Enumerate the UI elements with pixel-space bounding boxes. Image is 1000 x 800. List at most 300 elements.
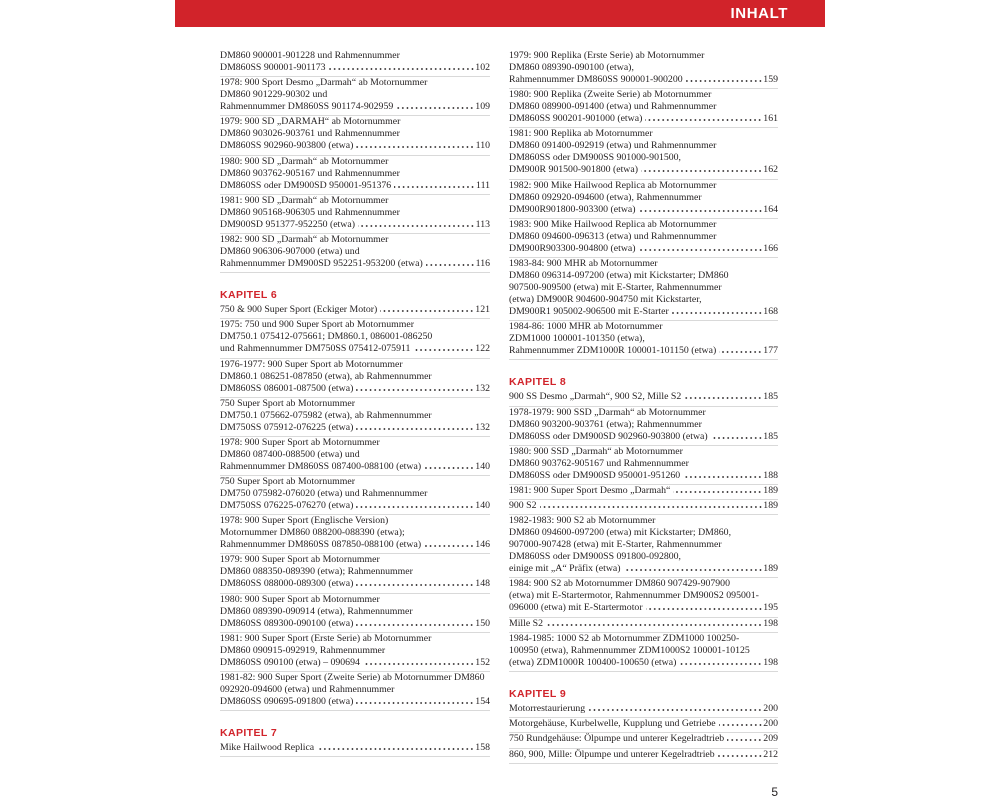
entry-line <box>220 449 490 461</box>
entry-line <box>220 180 490 192</box>
entry-line <box>509 419 778 431</box>
entry-line <box>220 331 490 343</box>
chapter-heading: KAPITEL 6 <box>220 288 278 301</box>
entry-text: 750 & 900 Super Sport (Eckiger Motor) <box>220 304 378 316</box>
dot-leader <box>639 210 763 212</box>
entry-text: 1980: 900 Super Sport ab Motornummer <box>220 593 380 605</box>
toc-entry <box>509 633 778 672</box>
entry-text: DM750.1 075412-075661; DM860.1, 086001-086250 <box>220 331 433 343</box>
dot-leader <box>719 724 763 726</box>
entry-line <box>220 219 490 231</box>
entry-text: DM860SS 086001-087500 (etwa) <box>220 382 354 394</box>
entry-line <box>509 89 778 101</box>
entry-line <box>509 485 778 497</box>
entry-line <box>220 422 490 434</box>
entry-line <box>220 594 490 606</box>
entry-line <box>509 551 778 563</box>
entry-text: DM860 088350-089390 (etwa); Rahmennummer <box>220 566 413 578</box>
toc-entry <box>220 437 490 476</box>
entry-text: 1979: 900 SD „DARMAH“ ab Motornummer <box>220 116 401 128</box>
entry-text: DM900R901800-903300 (etwa) <box>509 203 636 215</box>
dot-leader <box>672 312 763 314</box>
page-number: 5 <box>771 785 778 799</box>
entry-text: DM860SS 090100 (etwa) – 090694 <box>220 656 360 668</box>
entry-text: 907000-907428 (etwa) mit E-Starter, Rahmennummer <box>509 539 722 551</box>
dot-leader <box>686 80 763 82</box>
dot-leader <box>711 437 763 439</box>
toc-entry <box>509 128 778 179</box>
entry-page-number: 188 <box>763 469 778 481</box>
toc-entry <box>220 398 490 437</box>
entry-line <box>509 590 778 602</box>
entry-line <box>509 243 778 255</box>
dot-leader <box>329 68 475 70</box>
entry-text: 1978: 900 Super Sport ab Motornummer <box>220 436 380 448</box>
entry-text: DM860 903762-905167 und Rahmennummer <box>509 457 689 469</box>
entry-page-number: 140 <box>475 460 490 472</box>
entry-text: DM860 903026-903761 und Rahmennummer <box>220 128 400 140</box>
entry-line <box>220 672 490 684</box>
entry-line <box>509 391 778 403</box>
entry-text: und Rahmennummer DM750SS 075412-075911 <box>220 343 411 355</box>
dot-leader <box>646 608 763 610</box>
entry-text: DM860 903762-905167 und Rahmennummer <box>220 167 400 179</box>
entry-line <box>220 62 490 74</box>
entry-line <box>220 696 490 708</box>
toc-entry <box>509 500 778 515</box>
entry-text: 1984: 900 S2 ab Motornummer DM860 907429-907900 <box>509 578 730 590</box>
entry-line <box>509 345 778 357</box>
dot-leader <box>641 170 762 172</box>
dot-leader <box>394 186 475 188</box>
entry-page-number: 162 <box>763 164 778 176</box>
entry-line <box>220 606 490 618</box>
entry-page-number: 185 <box>763 430 778 442</box>
entry-page-number: 132 <box>475 421 490 433</box>
entry-text: DM860 092920-094600 (etwa), Rahmennummer <box>509 191 702 203</box>
dot-leader <box>356 584 474 586</box>
entry-text: DM860 096314-097200 (etwa) mit Kickstarter; DM860 <box>509 269 729 281</box>
entry-line <box>220 359 490 371</box>
entry-text: DM750.1 075662-075982 (etwa), ab Rahmennummer <box>220 409 432 421</box>
entry-line <box>509 578 778 590</box>
entry-text: DM860 089900-091400 (etwa) und Rahmennummer <box>509 101 717 113</box>
entry-text: DM860 089390-090100 (etwa), <box>509 62 634 73</box>
dot-leader <box>645 119 762 121</box>
toc-entry <box>220 515 490 554</box>
toc-entry <box>220 319 490 358</box>
dot-leader <box>546 624 762 626</box>
dot-leader <box>540 506 763 508</box>
entry-text: 1981: 900 Super Sport Desmo „Darmah“ <box>509 484 671 496</box>
entry-line <box>220 437 490 449</box>
entry-line <box>220 684 490 696</box>
entry-line <box>509 657 778 669</box>
entry-text: 1981: 900 Super Sport (Erste Serie) ab Motornummer <box>220 632 432 644</box>
dot-leader <box>356 389 474 391</box>
entry-line <box>509 407 778 419</box>
entry-text: DM860 091400-092919 (etwa) und Rahmennummer <box>509 140 717 152</box>
entry-text: 1979: 900 Super Sport ab Motornummer <box>220 554 380 566</box>
toc-entry <box>509 515 778 578</box>
toc-entry <box>509 446 778 485</box>
toc-entry <box>220 195 490 234</box>
entry-text: 1978: 900 Super Sport (Englische Version) <box>220 515 389 527</box>
dot-leader <box>679 663 762 665</box>
chapter-heading: KAPITEL 9 <box>509 687 567 700</box>
toc-entry <box>509 391 778 406</box>
entry-text: Motorgehäuse, Kurbelwelle, Kupplung und Getriebe <box>509 718 716 730</box>
entry-line <box>509 101 778 113</box>
entry-text: 100950 (etwa), Rahmennummer ZDM1000S2 100001-10125 <box>509 644 750 656</box>
entry-text: 1978-1979: 900 SSD „Darmah“ ab Motornummer <box>509 406 706 418</box>
entry-line <box>220 578 490 590</box>
entry-line <box>509 703 778 715</box>
entry-text: DM860SS 900201-901000 (etwa) <box>509 113 643 125</box>
entry-text: 1979: 900 Replika (Erste Serie) ab Motornummer <box>509 50 705 61</box>
entry-line <box>509 164 778 176</box>
entry-text: DM860SS 900001-901173 <box>220 62 326 73</box>
entry-line <box>509 270 778 282</box>
entry-text: Motorrestaurierung <box>509 703 586 714</box>
dot-leader <box>426 264 475 266</box>
entry-line <box>220 89 490 101</box>
entry-line <box>220 554 490 566</box>
entry-line <box>220 645 490 657</box>
dot-leader <box>363 663 474 665</box>
entry-line <box>509 282 778 294</box>
toc-entry <box>220 234 490 273</box>
entry-page-number: 212 <box>763 748 778 760</box>
entry-line <box>509 113 778 125</box>
entry-text: (etwa) mit E-Startermotor, Rahmennummer DM900S2 095001- <box>509 590 759 602</box>
entry-line <box>220 371 490 383</box>
dot-leader <box>356 428 474 430</box>
toc-entry <box>509 407 778 446</box>
entry-page-number: 152 <box>475 656 490 668</box>
toc-entry <box>220 359 490 398</box>
entry-line <box>509 527 778 539</box>
entry-page-number: 164 <box>763 203 778 215</box>
entry-line <box>220 207 490 219</box>
chapter-heading: KAPITEL 7 <box>220 726 278 739</box>
entry-text: (etwa) DM900R 904600-904750 mit Kickstarter, <box>509 293 702 305</box>
entry-line <box>509 539 778 551</box>
toc-entry <box>509 50 778 89</box>
entry-text: DM750SS 076225-076270 (etwa) <box>220 500 354 512</box>
toc-entry <box>220 672 490 711</box>
toc-entry <box>509 733 778 748</box>
entry-line <box>220 258 490 270</box>
entry-page-number: 159 <box>763 74 778 85</box>
entry-page-number: 113 <box>475 218 490 230</box>
entry-page-number: 189 <box>763 484 778 496</box>
entry-text: DM900SD 951377-952250 (etwa) <box>220 218 355 230</box>
entry-text: DM860SS oder DM900SD 950001-951376 <box>220 179 392 191</box>
entry-line <box>509 294 778 306</box>
entry-text: 1984-1985: 1000 S2 ab Motornummer ZDM1000 100250- <box>509 632 740 644</box>
entry-line <box>220 461 490 473</box>
entry-text: 900 SS Desmo „Darmah“, 900 S2, Mille S2 <box>509 391 682 403</box>
toc-column-right <box>509 50 778 764</box>
entry-page-number: 189 <box>763 500 778 512</box>
entry-line <box>220 246 490 258</box>
entry-page-number: 121 <box>475 304 490 316</box>
entry-line <box>509 258 778 270</box>
entry-text: DM860SS 089300-090100 (etwa) <box>220 617 354 629</box>
entry-line <box>509 633 778 645</box>
dot-leader <box>396 107 474 109</box>
toc-entry <box>509 618 778 633</box>
entry-text: DM860SS 090695-091800 (etwa) <box>220 696 354 707</box>
entry-line <box>509 204 778 216</box>
entry-text: Rahmennummer DM860SS 900001-900200 <box>509 74 683 85</box>
entry-line <box>509 446 778 458</box>
entry-page-number: 158 <box>475 742 490 754</box>
entry-text: Mille S2 <box>509 617 544 629</box>
entry-line <box>220 116 490 128</box>
dot-leader <box>424 545 474 547</box>
entry-line <box>509 231 778 243</box>
dot-leader <box>718 755 763 757</box>
toc-entry <box>509 578 778 617</box>
entry-text: DM860 094600-096313 (etwa) und Rahmennummer <box>509 230 717 242</box>
entry-text: DM860SS oder DM900SD 902960-903800 (etwa) <box>509 430 708 442</box>
entry-text: DM860 906306-907000 (etwa) und <box>220 245 360 257</box>
entry-line <box>220 319 490 331</box>
dot-leader <box>356 624 474 626</box>
entry-text: 1980: 900 Replika (Zweite Serie) ab Motornummer <box>509 89 712 101</box>
entry-line <box>220 539 490 551</box>
entry-page-number: 140 <box>475 500 490 512</box>
toc-entry <box>220 594 490 633</box>
toc-entry <box>509 219 778 258</box>
entry-text: DM860 901229-90302 und <box>220 89 328 101</box>
entry-text: (etwa) ZDM1000R 100400-100650 (etwa) <box>509 656 677 668</box>
entry-page-number: 154 <box>475 696 490 707</box>
entry-line <box>509 733 778 745</box>
entry-page-number: 177 <box>763 345 778 357</box>
entry-text: DM860 089390-090914 (etwa), Rahmennummer <box>220 605 413 617</box>
entry-line <box>509 515 778 527</box>
entry-line <box>220 128 490 140</box>
toc-entry <box>220 742 490 757</box>
entry-text: ZDM1000 100001-101350 (etwa), <box>509 333 645 345</box>
entry-line <box>220 156 490 168</box>
dot-leader <box>684 397 762 399</box>
entry-text: 1982: 900 SD „Darmah“ ab Motornummer <box>220 233 389 245</box>
toc-entry <box>220 476 490 515</box>
entry-line <box>509 431 778 443</box>
entry-line <box>509 645 778 657</box>
entry-line <box>220 304 490 316</box>
entry-line <box>509 458 778 470</box>
entry-page-number: 161 <box>763 113 778 125</box>
entry-line <box>509 333 778 345</box>
dot-leader <box>356 702 474 704</box>
dot-leader <box>356 146 474 148</box>
page-title: INHALT <box>730 5 788 22</box>
toc-entry <box>509 718 778 733</box>
dot-leader <box>413 349 474 351</box>
entry-text: Mike Hailwood Replica <box>220 742 315 754</box>
entry-text: 750 Super Sport ab Motornummer <box>220 476 355 488</box>
entry-text: 900 S2 <box>509 500 537 512</box>
entry-page-number: 132 <box>475 382 490 394</box>
dot-leader <box>317 748 474 750</box>
entry-line <box>509 192 778 204</box>
dot-leader <box>358 225 475 227</box>
entry-text: 1980: 900 SSD „Darmah“ ab Motornummer <box>509 445 683 457</box>
entry-text: DM860SS 088000-089300 (etwa) <box>220 578 354 590</box>
entry-text: DM860 903200-903761 (etwa); Rahmennummer <box>509 418 702 430</box>
entry-text: DM860 087400-088500 (etwa) und <box>220 448 360 460</box>
entry-text: Rahmennummer DM860SS 901174-902959 <box>220 101 394 113</box>
toc-column-left <box>220 50 490 757</box>
entry-text: DM860 090915-092919, Rahmennummer <box>220 644 386 656</box>
entry-line <box>509 749 778 761</box>
entry-line <box>220 527 490 539</box>
chapter-heading: KAPITEL 8 <box>509 375 567 388</box>
entry-text: Motornummer DM860 088200-088390 (etwa); <box>220 527 405 539</box>
entry-text: DM860SS oder DM900SD 950001-951260 <box>509 469 681 481</box>
toc-entry <box>509 321 778 360</box>
entry-text: 1981: 900 Replika ab Motornummer <box>509 128 653 140</box>
entry-page-number: 209 <box>763 733 778 745</box>
entry-text: 1980: 900 SD „Darmah“ ab Motornummer <box>220 155 389 167</box>
entry-page-number: 200 <box>763 703 778 714</box>
entry-text: 1984-86: 1000 MHR ab Motornummer <box>509 321 663 333</box>
entry-page-number: 110 <box>475 140 490 152</box>
entry-text: 1978: 900 Sport Desmo „Darmah“ ab Motornummer <box>220 77 428 89</box>
dot-leader <box>683 476 762 478</box>
toc-entry <box>220 554 490 593</box>
entry-line <box>220 566 490 578</box>
entry-page-number: 185 <box>763 391 778 403</box>
header-bar <box>175 0 825 27</box>
dot-leader <box>424 467 474 469</box>
entry-page-number: 146 <box>475 539 490 551</box>
entry-line <box>220 77 490 89</box>
entry-line <box>509 140 778 152</box>
entry-line <box>509 563 778 575</box>
entry-text: 1983-84: 900 MHR ab Motornummer <box>509 257 658 269</box>
dot-leader <box>380 310 474 312</box>
entry-text: 1982: 900 Mike Hailwood Replica ab Motornummer <box>509 179 717 191</box>
entry-text: DM860 094600-097200 (etwa) mit Kickstarter; DM860, <box>509 527 732 539</box>
entry-text: DM860SS oder DM900SS 091800-092800, <box>509 551 682 563</box>
toc-entry <box>509 258 778 321</box>
entry-text: 1975: 750 und 900 Super Sport ab Motornummer <box>220 319 415 331</box>
entry-line <box>509 321 778 333</box>
entry-line <box>220 515 490 527</box>
entry-line <box>509 50 778 62</box>
entry-line <box>220 633 490 645</box>
entry-text: 1982-1983: 900 S2 ab Motornummer <box>509 515 656 527</box>
entry-text: 1976-1977: 900 Super Sport ab Motornummer <box>220 358 403 370</box>
entry-line <box>509 470 778 482</box>
entry-text: 750 Super Sport ab Motornummer <box>220 397 355 409</box>
toc-entry <box>509 89 778 128</box>
entry-line <box>220 101 490 113</box>
entry-line <box>220 168 490 180</box>
toc-entry <box>509 749 778 764</box>
dot-leader <box>727 739 762 741</box>
entry-page-number: 102 <box>475 62 490 73</box>
entry-text: 907500-909500 (etwa) mit E-Starter, Rahmennummer <box>509 281 722 293</box>
dot-leader <box>624 569 763 571</box>
entry-line <box>220 618 490 630</box>
entry-page-number: 195 <box>763 602 778 614</box>
entry-text: DM860SS 902960-903800 (etwa) <box>220 140 354 152</box>
entry-text: 1981-82: 900 Super Sport (Zweite Serie) ab Motornummer DM860 <box>220 672 485 683</box>
entry-line <box>220 398 490 410</box>
entry-text: DM900R 901500-901800 (etwa) <box>509 164 638 176</box>
entry-page-number: 168 <box>763 305 778 317</box>
entry-page-number: 148 <box>475 578 490 590</box>
entry-line <box>220 742 490 754</box>
entry-text: Rahmennummer ZDM1000R 100001-101150 (etwa) <box>509 345 717 357</box>
toc-entry <box>220 304 490 319</box>
entry-line <box>509 602 778 614</box>
entry-page-number: 122 <box>475 343 490 355</box>
entry-line <box>509 306 778 318</box>
dot-leader <box>356 506 474 508</box>
toc-entry <box>220 156 490 195</box>
entry-line <box>220 410 490 422</box>
entry-line <box>220 195 490 207</box>
entry-text: DM900R903300-904800 (etwa) <box>509 242 636 254</box>
entry-line <box>509 718 778 730</box>
entry-text: 1983: 900 Mike Hailwood Replica ab Motornummer <box>509 218 717 230</box>
entry-text: 1981: 900 SD „Darmah“ ab Motornummer <box>220 194 389 206</box>
entry-line <box>220 50 490 62</box>
entry-text: 860, 900, Mille: Ölpumpe und unterer Kegelradtrieb <box>509 748 715 760</box>
entry-page-number: 198 <box>763 617 778 629</box>
entry-text: einige mit „A“ Präfix (etwa) <box>509 563 621 575</box>
entry-text: DM860 905168-906305 und Rahmennummer <box>220 206 400 218</box>
entry-page-number: 200 <box>763 718 778 730</box>
entry-text: DM750 075982-076020 (etwa) und Rahmennummer <box>220 488 428 500</box>
toc-entry <box>220 633 490 672</box>
dot-leader <box>673 491 762 493</box>
entry-line <box>220 488 490 500</box>
entry-line <box>220 343 490 355</box>
dot-leader <box>639 249 763 251</box>
entry-line <box>509 128 778 140</box>
entry-line <box>509 152 778 164</box>
entry-line <box>509 219 778 231</box>
entry-text: Rahmennummer DM860SS 087850-088100 (etwa) <box>220 539 422 551</box>
entry-text: DM750SS 075912-076225 (etwa) <box>220 421 354 433</box>
entry-line <box>509 500 778 512</box>
entry-line <box>509 618 778 630</box>
toc-entry <box>509 703 778 718</box>
entry-page-number: 150 <box>475 617 490 629</box>
toc-entry <box>220 50 490 77</box>
entry-line <box>220 234 490 246</box>
toc-entry <box>509 180 778 219</box>
dot-leader <box>588 709 762 711</box>
entry-page-number: 109 <box>475 101 490 113</box>
toc-entry <box>220 77 490 116</box>
entry-line <box>220 383 490 395</box>
entry-text: DM860.1 086251-087850 (etwa), ab Rahmennummer <box>220 370 432 382</box>
dot-leader <box>719 351 762 353</box>
entry-text: DM860SS oder DM900SS 901000-901500, <box>509 152 682 164</box>
entry-page-number: 116 <box>475 257 490 269</box>
entry-line <box>220 476 490 488</box>
